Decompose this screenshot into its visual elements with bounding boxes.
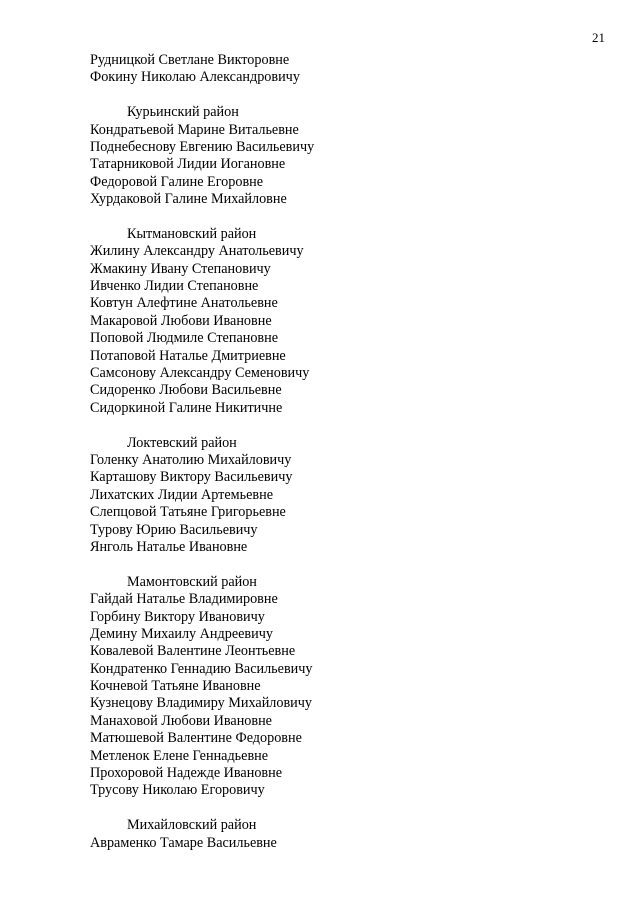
recipient-name: Хурдаковой Галине Михайловне [90,191,287,208]
recipient-name: Лихатских Лидии Артемьевне [90,486,273,503]
district-heading: Михайловский район [127,817,257,834]
recipient-name: Ковтун Алефтине Анатольевне [90,295,278,312]
recipient-name: Горбину Виктору Ивановичу [90,608,265,625]
section-spacer [90,209,610,226]
recipient-list [90,52,610,852]
recipient-name: Кочневой Татьяне Ивановне [90,678,261,695]
recipient-name: Ковалевой Валентине Леонтьевне [90,643,296,660]
recipient-name: Голенку Анатолию Михайловичу [90,451,292,468]
recipient-name: Макаровой Любови Ивановне [90,312,272,329]
recipient-name: Манаховой Любови Ивановне [90,712,272,729]
recipient-name: Самсонову Александру Семеновичу [90,365,310,382]
section-spacer [90,556,610,573]
section-spacer [90,417,610,434]
recipient-name: Гайдай Наталье Владимировне [90,591,278,608]
recipient-name: Потаповой Наталье Дмитриевне [90,347,286,364]
section-spacer [90,87,610,104]
recipient-name: Ивченко Лидии Степановне [90,278,259,295]
district-heading: Локтевский район [127,434,237,451]
recipient-name: Слепцовой Татьяне Григорьевне [90,504,286,521]
recipient-name: Жилину Александру Анатольевичу [90,243,304,260]
recipient-name: Поднебеснову Евгению Васильевичу [90,138,315,155]
recipient-name: Кузнецову Владимиру Михайловичу [90,695,312,712]
recipient-name: Янголь Наталье Ивановне [90,538,248,555]
recipient-name: Метленок Елене Геннадьевне [90,747,269,764]
recipient-name: Жмакину Ивану Степановичу [90,260,271,277]
district-heading: Курьинский район [127,104,239,121]
recipient-name: Рудницкой Светлане Викторовне [90,52,290,68]
page-number: 21 [592,30,605,45]
recipient-name: Демину Михаилу Андреевичу [90,625,273,642]
recipient-name: Сидоренко Любови Васильевне [90,382,282,399]
recipient-name: Карташову Виктору Васильевичу [90,469,293,486]
district-heading: Кытмановский район [127,225,257,242]
recipient-name: Трусову Николаю Егоровичу [90,782,265,799]
recipient-name: Фокину Николаю Александровичу [90,69,300,86]
recipient-name: Сидоркиной Галине Никитичне [90,399,283,416]
recipient-name: Прохоровой Надежде Ивановне [90,765,283,782]
recipient-name: Татарниковой Лидии Иогановне [90,156,286,173]
recipient-name: Авраменко Тамаре Васильевне [90,834,277,851]
recipient-name: Федоровой Галине Егоровне [90,173,264,190]
recipient-name: Матюшевой Валентине Федоровне [90,730,302,747]
recipient-name: Кондратенко Геннадию Васильевичу [90,660,313,677]
recipient-name: Турову Юрию Васильевичу [90,521,258,538]
recipient-name: Поповой Людмиле Степановне [90,330,279,347]
district-heading: Мамонтовский район [127,573,257,590]
recipient-name: Кондратьевой Марине Витальевне [90,121,299,138]
section-spacer [90,800,610,817]
